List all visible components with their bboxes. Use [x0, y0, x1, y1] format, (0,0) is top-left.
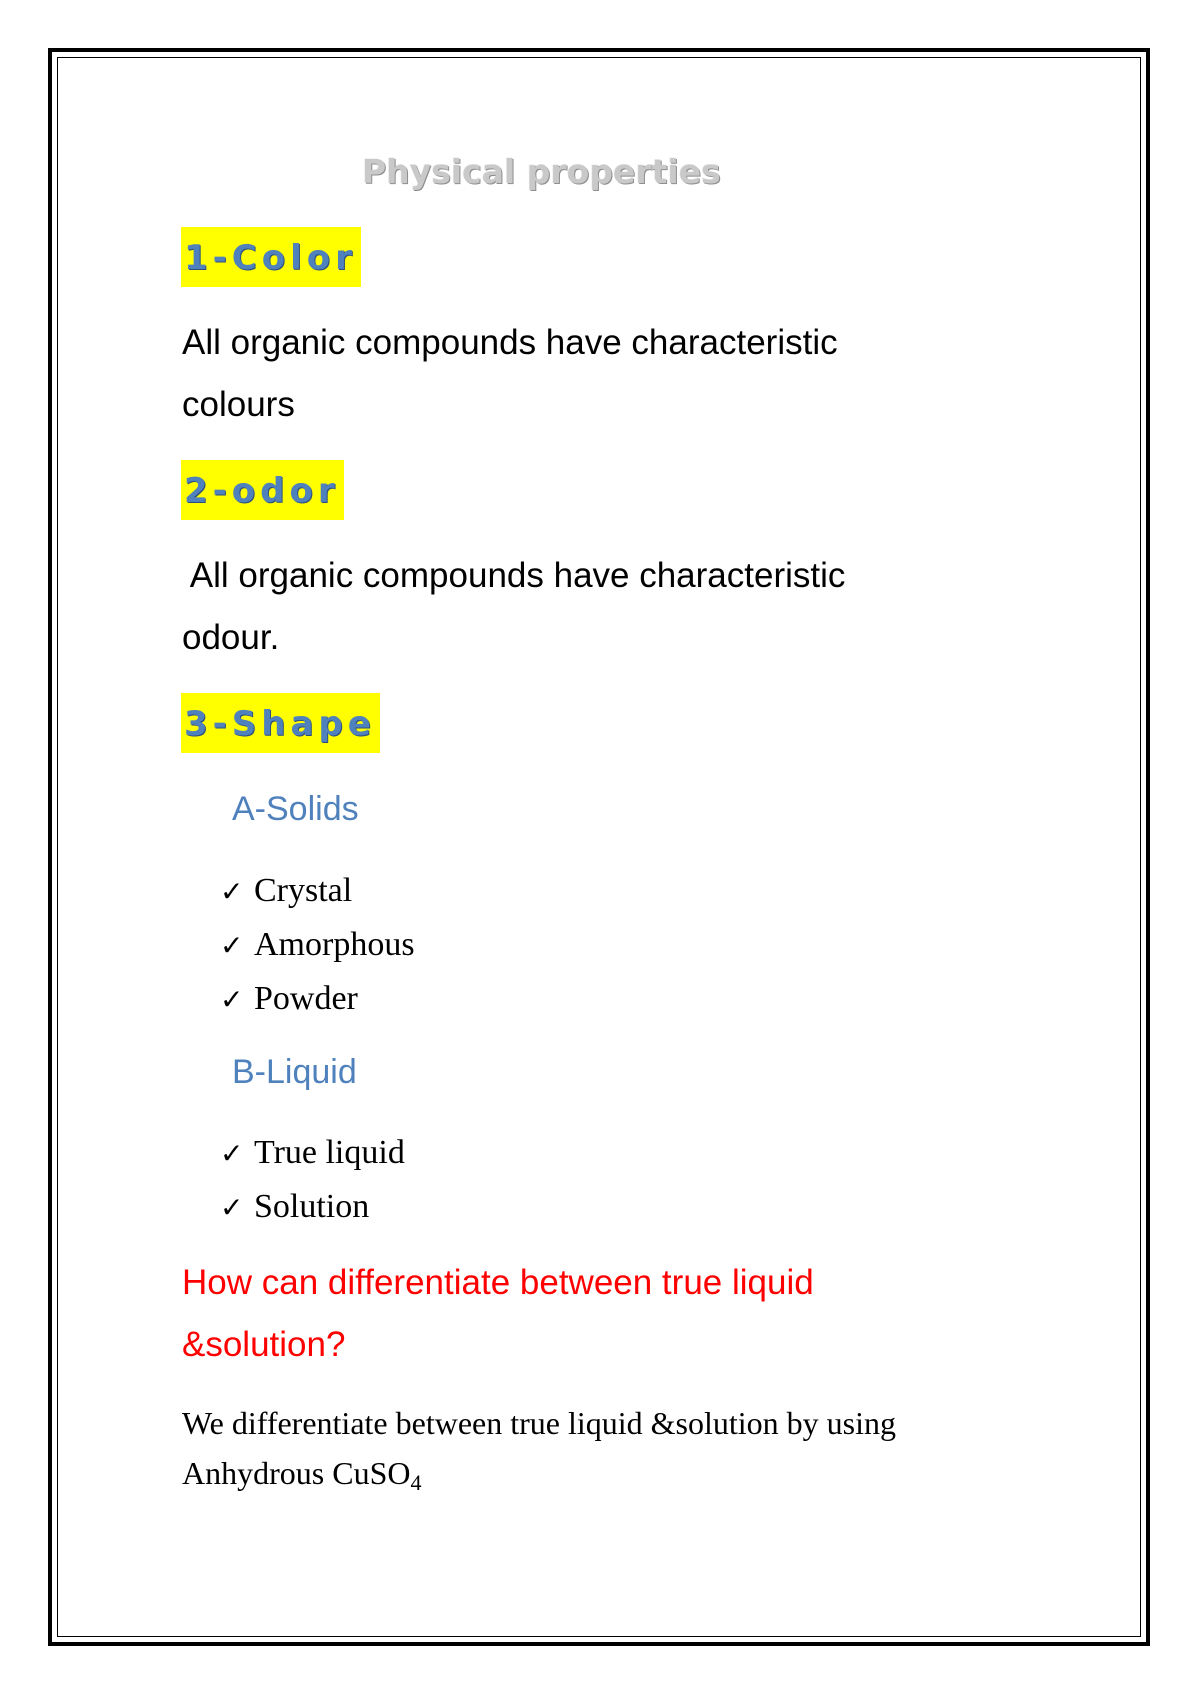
checkmark-icon: ✓ [220, 929, 244, 962]
answer-line-2: Anhydrous CuSO$_4$ [182, 1455, 422, 1495]
document-title: Physical properties [362, 152, 721, 191]
list-item: ✓ Crystal [220, 864, 415, 918]
odor-description-line-2: odour. [182, 618, 280, 657]
question-line-1: How can differentiate between true liquid [182, 1263, 814, 1302]
subheading-solids: A-Solids [232, 790, 359, 828]
subheading-liquid: B-Liquid [232, 1053, 357, 1091]
answer-line-1: We differentiate between true liquid &solution by using [182, 1405, 896, 1441]
odor-description [182, 545, 1042, 669]
list-item: ✓ True liquid [220, 1126, 405, 1180]
question [182, 1252, 1042, 1376]
subscript-4: 4 [410, 1470, 422, 1495]
checkmark-icon: ✓ [220, 1137, 244, 1170]
color-description-line-1: All organic compounds have characteristic [182, 323, 838, 362]
list-item: ✓ Amorphous [220, 918, 415, 972]
liquid-list [220, 1126, 405, 1234]
odor-description-line-1: All organic compounds have characteristic [182, 556, 846, 595]
checkmark-icon: ✓ [220, 1191, 244, 1224]
solids-list [220, 864, 415, 1026]
checkmark-icon: ✓ [220, 875, 244, 908]
answer [182, 1398, 1042, 1508]
heading-color: 1-Color [181, 227, 361, 287]
color-description [182, 312, 1042, 436]
list-item: ✓ Solution [220, 1180, 405, 1234]
heading-shape: 3-Shape [181, 693, 380, 753]
color-description-line-2: colours [182, 385, 295, 424]
heading-odor: 2-odor [181, 460, 344, 520]
question-line-2: &solution? [182, 1325, 346, 1364]
checkmark-icon: ✓ [220, 983, 244, 1016]
list-item: ✓ Powder [220, 972, 415, 1026]
